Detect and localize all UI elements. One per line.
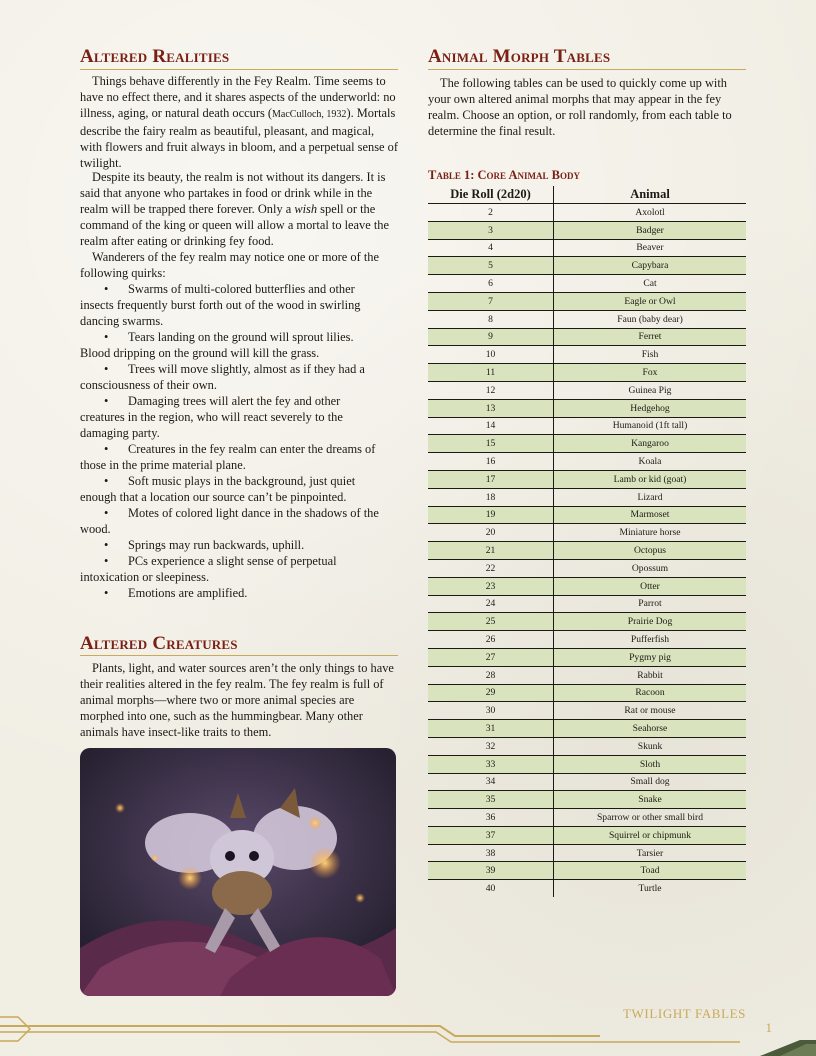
bullet-icon: • <box>104 554 109 568</box>
die-roll-cell: 25 <box>428 613 554 631</box>
table-row <box>428 844 746 862</box>
animal-cell: Hedgehog <box>554 399 747 417</box>
die-roll-cell: 21 <box>428 542 554 560</box>
fey-creature-art <box>80 748 396 996</box>
die-roll-cell: 40 <box>428 880 554 897</box>
fey-creature-illustration <box>80 748 396 996</box>
quirk-text: Soft music plays in the background, just quiet enough that a location our source can’t be pinpointed. <box>80 474 356 504</box>
quirk-item <box>80 585 380 601</box>
die-roll-cell: 38 <box>428 844 554 862</box>
animal-cell: Lizard <box>554 488 747 506</box>
die-roll-cell: 20 <box>428 524 554 542</box>
quirk-text: Tears landing on the ground will sprout lilies. Blood dripping on the ground will kill the grass. <box>80 330 354 360</box>
die-roll-cell: 14 <box>428 417 554 435</box>
animal-cell: Lamb or kid (goat) <box>554 470 747 488</box>
section-rule <box>80 655 398 656</box>
animal-cell: Rabbit <box>554 666 747 684</box>
bullet-icon: • <box>104 442 109 456</box>
bullet-icon: • <box>104 538 109 552</box>
table-row <box>428 239 746 257</box>
quirk-text: Creatures in the fey realm can enter the dreams of those in the prime material plane. <box>80 442 376 472</box>
animal-cell: Guinea Pig <box>554 381 747 399</box>
table-row <box>428 399 746 417</box>
die-roll-cell: 18 <box>428 488 554 506</box>
table-row <box>428 702 746 720</box>
quirk-item <box>80 553 380 585</box>
table-row <box>428 862 746 880</box>
die-roll-cell: 29 <box>428 684 554 702</box>
die-roll-cell: 10 <box>428 346 554 364</box>
animal-cell: Parrot <box>554 595 747 613</box>
animal-cell: Marmoset <box>554 506 747 524</box>
bullet-icon: • <box>104 394 109 408</box>
die-roll-cell: 8 <box>428 310 554 328</box>
quirk-item <box>80 393 380 441</box>
die-roll-cell: 4 <box>428 239 554 257</box>
table-row <box>428 595 746 613</box>
table-row <box>428 453 746 471</box>
animal-cell: Opossum <box>554 559 747 577</box>
die-roll-cell: 35 <box>428 791 554 809</box>
paragraph-fey-time: Things behave differently in the Fey Realm. Time seems to have no effect there, and it shares aspects of the underworld: no illness, aging, or natural death occurs (MacCulloch, 1932). Mortals describe the fairy realm as beautiful, pleasant, and magical, with flowers and fruit always in bloom, and a perpetual sense of twilight. <box>80 74 398 170</box>
table-row <box>428 542 746 560</box>
die-roll-cell: 32 <box>428 737 554 755</box>
table-row <box>428 559 746 577</box>
spell-name: wish <box>294 202 318 216</box>
die-roll-cell: 16 <box>428 453 554 471</box>
animal-cell: Badger <box>554 221 747 239</box>
animal-cell: Seahorse <box>554 720 747 738</box>
col-header-die-roll: Die Roll (2d20) <box>428 186 554 204</box>
die-roll-cell: 12 <box>428 381 554 399</box>
animal-cell: Capybara <box>554 257 747 275</box>
col-header-animal: Animal <box>554 186 747 204</box>
table-row <box>428 524 746 542</box>
table-row <box>428 435 746 453</box>
animal-cell: Cat <box>554 275 747 293</box>
animal-cell: Skunk <box>554 737 747 755</box>
table-header-row <box>428 186 746 204</box>
bullet-icon: • <box>104 282 109 296</box>
paragraph-dangers: Despite its beauty, the realm is not without its dangers. It is said that anyone who partakes in food or drink while in the realm will be trapped there forever. Only a wish spell or the command of the king or queen will allow a mortal to leave the realm after eating or drinking fey food. <box>80 170 389 248</box>
footer-title: TWILIGHT FABLES <box>623 1006 746 1021</box>
animal-cell: Faun (baby dear) <box>554 310 747 328</box>
animal-cell: Tarsier <box>554 844 747 862</box>
table-row <box>428 720 746 738</box>
section-rule <box>80 69 398 70</box>
die-roll-cell: 26 <box>428 631 554 649</box>
table-row <box>428 364 746 382</box>
quirk-item <box>80 441 380 473</box>
table-row <box>428 470 746 488</box>
die-roll-cell: 37 <box>428 826 554 844</box>
animal-cell: Miniature horse <box>554 524 747 542</box>
quirk-item <box>80 537 380 553</box>
animal-cell: Otter <box>554 577 747 595</box>
die-roll-cell: 39 <box>428 862 554 880</box>
die-roll-cell: 3 <box>428 221 554 239</box>
page-number: 1 <box>765 1020 772 1035</box>
table-row <box>428 773 746 791</box>
bullet-icon: • <box>104 506 109 520</box>
animal-cell: Small dog <box>554 773 747 791</box>
die-roll-cell: 11 <box>428 364 554 382</box>
die-roll-cell: 28 <box>428 666 554 684</box>
die-roll-cell: 15 <box>428 435 554 453</box>
table-row <box>428 809 746 827</box>
table-row <box>428 292 746 310</box>
table-row <box>428 204 746 222</box>
quirk-text: Swarms of multi-colored butterflies and other insects frequently burst forth out of the wood in swirling dancing swarms. <box>80 282 361 328</box>
table-row <box>428 648 746 666</box>
section-title-animal-morph-tables: Animal Morph Tables <box>428 46 611 67</box>
table-row <box>428 684 746 702</box>
table-row <box>428 755 746 773</box>
quirk-item <box>80 281 380 329</box>
table-row <box>428 381 746 399</box>
die-roll-cell: 6 <box>428 275 554 293</box>
die-roll-cell: 36 <box>428 809 554 827</box>
core-animal-body-table <box>428 186 746 897</box>
die-roll-cell: 2 <box>428 204 554 222</box>
bullet-icon: • <box>104 330 109 344</box>
table-row <box>428 275 746 293</box>
bullet-icon: • <box>104 586 109 600</box>
animal-cell: Rat or mouse <box>554 702 747 720</box>
table-row <box>428 631 746 649</box>
animal-cell: Kangaroo <box>554 435 747 453</box>
section-title-altered-creatures: Altered Creatures <box>80 633 238 654</box>
paragraph-tables-intro: The following tables can be used to quickly come up with your own altered animal morphs that may appear in the fey realm. Choose an option, or roll randomly, from each table to determine the final result. <box>428 76 732 138</box>
animal-cell: Humanoid (1ft tall) <box>554 417 747 435</box>
quirk-text: Damaging trees will alert the fey and other creatures in the region, who will react severely to the damaging party. <box>80 394 343 440</box>
table-row <box>428 880 746 897</box>
quirk-text: Trees will move slightly, almost as if they had a consciousness of their own. <box>80 362 365 392</box>
animal-cell: Racoon <box>554 684 747 702</box>
die-roll-cell: 23 <box>428 577 554 595</box>
animal-cell: Sloth <box>554 755 747 773</box>
quirk-item <box>80 329 380 361</box>
quirk-item <box>80 473 380 505</box>
table-row <box>428 577 746 595</box>
animal-cell: Pygmy pig <box>554 648 747 666</box>
die-roll-cell: 22 <box>428 559 554 577</box>
animal-cell: Prairie Dog <box>554 613 747 631</box>
section-title-altered-realities: Altered Realities <box>80 46 230 67</box>
table-row <box>428 506 746 524</box>
table-row <box>428 328 746 346</box>
quirk-text: PCs experience a slight sense of perpetual intoxication or sleepiness. <box>80 554 337 584</box>
animal-cell: Axolotl <box>554 204 747 222</box>
die-roll-cell: 13 <box>428 399 554 417</box>
animal-cell: Fox <box>554 364 747 382</box>
animal-cell: Ferret <box>554 328 747 346</box>
die-roll-cell: 7 <box>428 292 554 310</box>
animal-cell: Squirrel or chipmunk <box>554 826 747 844</box>
table-caption: Table 1: Core Animal Body <box>428 168 580 182</box>
paragraph-quirks-intro: Wanderers of the fey realm may notice one or more of the following quirks: <box>80 250 379 280</box>
table-row <box>428 826 746 844</box>
die-roll-cell: 24 <box>428 595 554 613</box>
die-roll-cell: 27 <box>428 648 554 666</box>
animal-cell: Fish <box>554 346 747 364</box>
table-row <box>428 613 746 631</box>
animal-cell: Pufferfish <box>554 631 747 649</box>
quirk-item <box>80 505 380 537</box>
animal-cell: Sparrow or other small bird <box>554 809 747 827</box>
table-row <box>428 346 746 364</box>
quirk-text: Motes of colored light dance in the shadows of the wood. <box>80 506 379 536</box>
die-roll-cell: 31 <box>428 720 554 738</box>
animal-cell: Snake <box>554 791 747 809</box>
table-row <box>428 737 746 755</box>
citation: MacCulloch, 1932 <box>272 109 347 120</box>
table-row <box>428 488 746 506</box>
die-roll-cell: 5 <box>428 257 554 275</box>
table-row <box>428 257 746 275</box>
animal-cell: Eagle or Owl <box>554 292 747 310</box>
quirk-text: Springs may run backwards, uphill. <box>128 538 305 552</box>
quirk-item <box>80 361 380 393</box>
quirk-text: Emotions are amplified. <box>128 586 248 600</box>
die-roll-cell: 9 <box>428 328 554 346</box>
die-roll-cell: 30 <box>428 702 554 720</box>
die-roll-cell: 17 <box>428 470 554 488</box>
die-roll-cell: 19 <box>428 506 554 524</box>
table-row <box>428 666 746 684</box>
table-row <box>428 791 746 809</box>
animal-cell: Toad <box>554 862 747 880</box>
die-roll-cell: 34 <box>428 773 554 791</box>
animal-cell: Koala <box>554 453 747 471</box>
table-row <box>428 417 746 435</box>
animal-cell: Octopus <box>554 542 747 560</box>
animal-cell: Beaver <box>554 239 747 257</box>
quirk-list <box>80 281 380 601</box>
table-row <box>428 310 746 328</box>
animal-cell: Turtle <box>638 883 662 895</box>
section-rule <box>428 69 746 70</box>
die-roll-cell: 33 <box>428 755 554 773</box>
bullet-icon: • <box>104 474 109 488</box>
table-row <box>428 221 746 239</box>
paragraph-animal-morphs: Plants, light, and water sources aren’t the only things to have their realities altered in the fey realm. The fey realm is full of animal morphs—where two or more animal species are morphed into one, such as the hummingbear. Many other animals have insect-like traits to them. <box>80 661 394 739</box>
bullet-icon: • <box>104 362 109 376</box>
